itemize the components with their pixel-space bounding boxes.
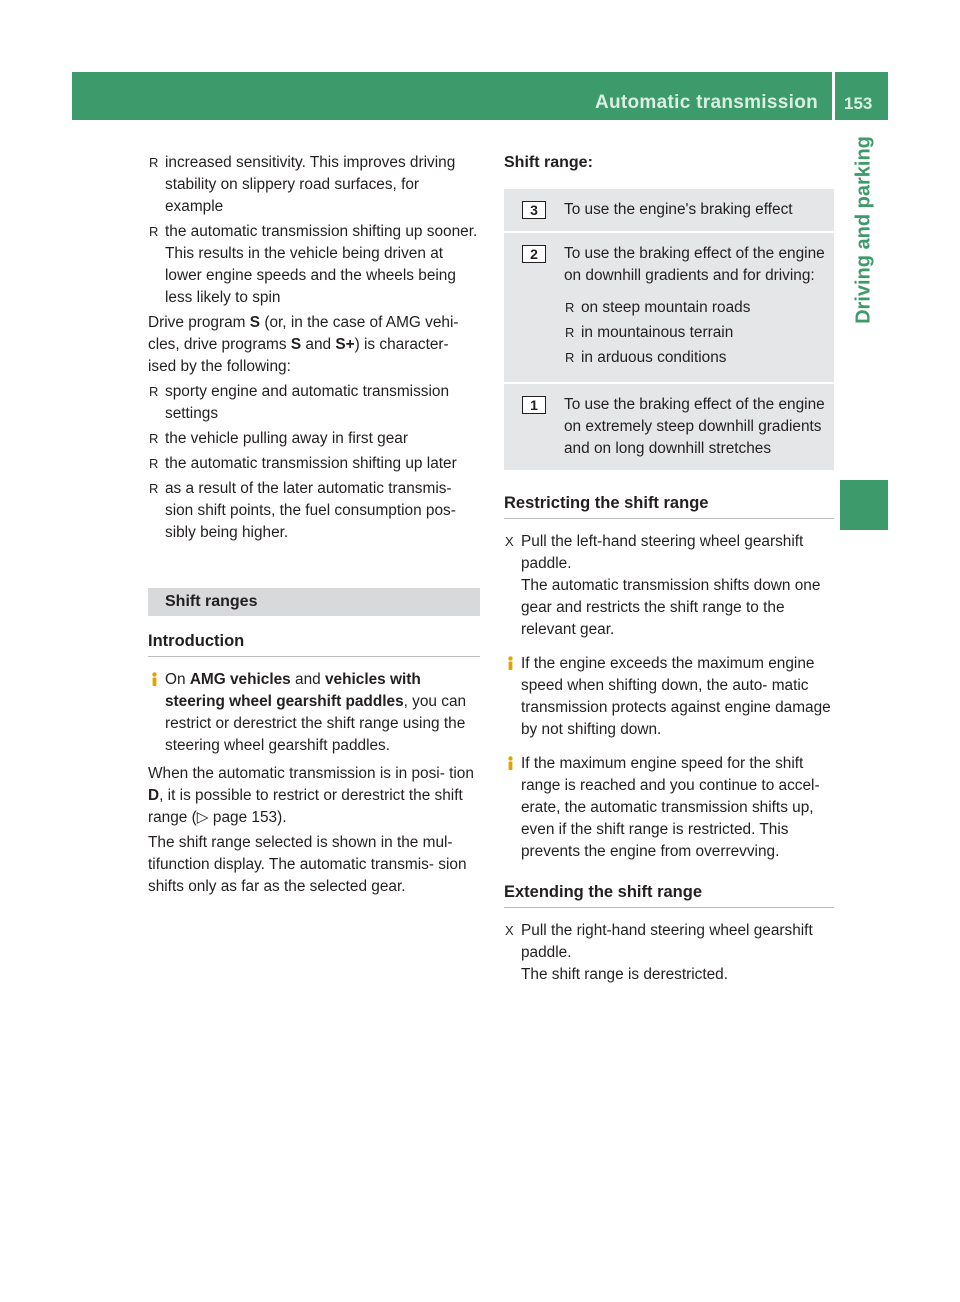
- step-arrow-icon: X: [505, 923, 514, 938]
- bullet-mark: R: [149, 431, 159, 446]
- list-item: R in mountainous terrain: [564, 322, 828, 344]
- side-tab-label: Driving and parking: [852, 136, 875, 324]
- page-ref-arrow-icon: ▷: [196, 809, 209, 826]
- left-column: [148, 152, 480, 901]
- restrict-heading: Restricting the shift range: [504, 492, 834, 519]
- list-item: R sporty engine and automatic transmission settings: [149, 383, 450, 422]
- intro-heading: Introduction: [148, 630, 480, 657]
- bullet-mark: R: [149, 456, 159, 471]
- info-note: If the maximum engine speed for the shift range is reached and you continue to accel- erate, the automatic transmission shifts up, even if the shift range is restricted. This prevents the engine from overrevving.: [504, 753, 834, 863]
- list-item: R the automatic transmission shifting up sooner. This results in the vehicle being driven at lower engine speeds and the wheels being less likely to spin: [149, 223, 478, 306]
- side-tab-marker: [840, 480, 888, 530]
- info-note: If the engine exceeds the maximum engine speed when shifting down, the auto- matic transmission protects against engine damage by not shifting down.: [504, 653, 834, 741]
- page-number: 153: [844, 94, 873, 113]
- table-row: [504, 384, 834, 470]
- right-column: [504, 152, 834, 986]
- list-item: R the vehicle pulling away in first gear: [148, 428, 480, 450]
- bullet-mark: R: [565, 325, 575, 340]
- bullet-mark: R: [149, 224, 159, 239]
- drive-program-paragraph: Drive program S (or, in the case of AMG vehi- cles, drive programs S and S+) is character- ised by the following:: [148, 314, 459, 375]
- bullet-mark: R: [149, 155, 159, 170]
- shift-range-table: [504, 189, 834, 470]
- info-note: On AMG vehicles and vehicles with steering wheel gearshift paddles, you can restrict or derestrict the shift range using the steering wheel gearshift paddles.: [148, 669, 480, 757]
- section-title: Shift ranges: [148, 588, 480, 616]
- side-tab: [840, 130, 888, 360]
- header-title: Automatic transmission: [594, 92, 818, 113]
- shift-position-paragraph: When the automatic transmission is in posi- tion D, it is possible to restrict or derestrict the shift range (▷ page 153).: [148, 765, 474, 826]
- table-row: [504, 233, 834, 384]
- list-item: R the automatic transmission shifting up later: [148, 453, 480, 475]
- shift-range-title: Shift range:: [504, 154, 593, 171]
- list-item: R increased sensitivity. This improves driving stability on slippery road surfaces, for example: [149, 154, 456, 215]
- header-divider: [832, 72, 835, 120]
- list-item: R in arduous conditions: [564, 347, 828, 369]
- bullet-mark: R: [149, 481, 159, 496]
- bullet-mark: R: [149, 384, 159, 399]
- list-item: R as a result of the later automatic transmis- sion shift points, the fuel consumption pos- sibly being higher.: [149, 480, 456, 541]
- info-icon: [148, 672, 161, 686]
- step-arrow-icon: X: [505, 534, 514, 549]
- info-icon: [504, 756, 517, 770]
- row-description: To use the braking effect of the engine on downhill gradients and for driving:: [564, 245, 825, 284]
- display-paragraph: The shift range selected is shown in the mul- tifunction display. The automatic transmis- sion shifts only as far as the selected gear.: [148, 834, 467, 895]
- step-item: X Pull the left-hand steering wheel gearshift paddle. The automatic transmission shifts down one gear and restricts the shift range to the relevant gear.: [505, 533, 821, 638]
- page-header: [72, 72, 888, 120]
- bullet-mark: R: [565, 350, 575, 365]
- gear-2-key-icon: 2: [522, 245, 546, 263]
- row-description: To use the engine's braking effect: [564, 201, 793, 218]
- extend-heading: Extending the shift range: [504, 881, 834, 908]
- row-description: To use the braking effect of the engine on extremely steep downhill gradients and on long downhill stretches: [564, 396, 825, 457]
- step-item: X Pull the right-hand steering wheel gearshift paddle. The shift range is derestricted.: [505, 922, 813, 983]
- gear-3-key-icon: 3: [522, 201, 546, 219]
- bullet-mark: R: [565, 300, 575, 315]
- info-icon: [504, 656, 517, 670]
- list-item: R on steep mountain roads: [564, 297, 828, 319]
- table-row: [504, 189, 834, 233]
- gear-1-key-icon: 1: [522, 396, 546, 414]
